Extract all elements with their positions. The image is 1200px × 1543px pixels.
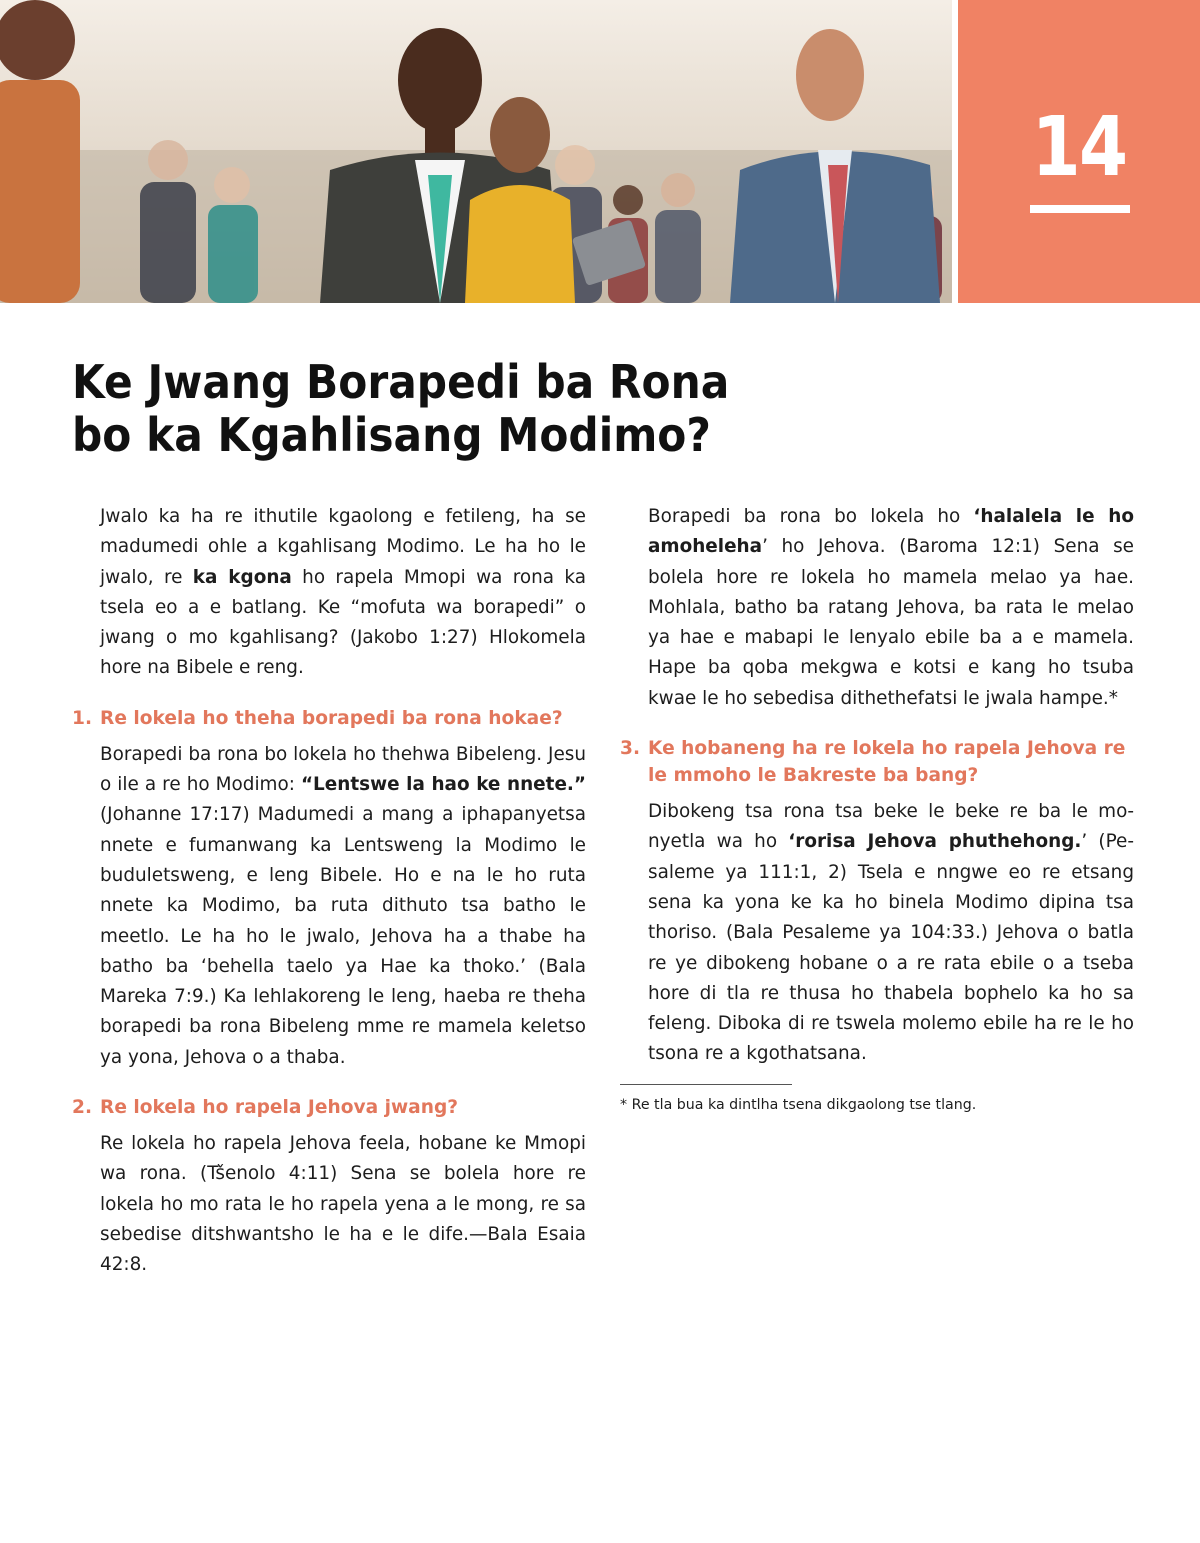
section-3-bold: ‘rorisa Jehova phuthehong. bbox=[788, 831, 1082, 853]
page-title bbox=[72, 356, 845, 462]
section-2-continued-paragraph bbox=[648, 502, 1134, 714]
title-line-1: Ke Jwang Borapedi ba Rona bbox=[72, 355, 730, 409]
intro-text-2: ho rapela Mmopi wa rona ka tsela eo a e batlang. Ke “mofuta wa borapedi” o jwang o mo kgahlisang? (Jakobo 1:27) Hlokomela hore na Bibele e reng. bbox=[100, 566, 586, 679]
left-column bbox=[72, 502, 586, 1281]
question-heading-1 bbox=[72, 705, 586, 732]
intro-text-1: Jwalo ka ha re ithutile kgaolong e fetileng, ha se madumedi ohle a kgahlisang Modimo. Le ha ho le jwalo, re bbox=[100, 506, 586, 588]
section-3-text-2: ’ (Pesaleme ya 111:1, 2) Tsela e nngwe eo re etsang sena ka yona ke ka ho binela Modimo dipina tsa thoriso. (Bala Pesaleme ya 104:33.) Jehova o batla re ye dibokeng hobane o a re rata ebile o a tseba hore di tla re thusa ho thabela bophelo ka ho sa feleng. Diboka di re tswela molemo ebile ha re le ho tsona re a kgothatsana. bbox=[648, 831, 1134, 1065]
chapter-underline bbox=[1030, 205, 1130, 213]
section-3-paragraph bbox=[648, 797, 1134, 1070]
section-1-bold: “Lentswe la hao ke nnete.” bbox=[300, 774, 586, 796]
section-1-paragraph bbox=[100, 740, 586, 1073]
question-text: Ke hobaneng ha re lokela ho rapela Jehova re le mmoho le Bakreste ba bang? bbox=[648, 738, 1126, 787]
header-photo bbox=[0, 0, 952, 303]
section-3-text-1: Dibokeng tsa rona tsa beke le beke re ba le monyetla wa ho bbox=[648, 801, 1134, 853]
section-1-text-2: (Johanne 17:17) Madumedi a mang a iphapanyetsa nnete e fumanwang ka Lentsweng la Modimo le buduletsweng, e leng Bibele. Ho e na le ho ruta nnete ka Modimo, ba ruta dithuto tsa batho le meetlo. Le ha ho le jwalo, Jehova ha a thabe ha batho ba ‘behella taelo ya Hae ka thoko.’ (Bala Mareka 7:9.) Ka lehlakoreng le leng, haeba re theha borapedi ba rona Bibeleng mme re mamela keletso ya yona, Jehova o a thaba. bbox=[100, 804, 586, 1068]
question-number: 2. bbox=[72, 1097, 93, 1119]
section-1-text-1: Borapedi ba rona bo lokela ho thehwa Bibeleng. Jesu o ile a re ho Modimo: bbox=[100, 743, 586, 796]
intro-paragraph bbox=[100, 502, 586, 684]
footnote-divider bbox=[620, 1084, 792, 1085]
question-number: 1. bbox=[72, 707, 93, 729]
question-heading-2 bbox=[72, 1094, 586, 1121]
section-2b-text-1: Borapedi ba rona bo lokela ho bbox=[648, 506, 974, 527]
chapter-number-box bbox=[958, 0, 1200, 303]
question-text: Re lokela ho rapela Jehova jwang? bbox=[100, 1097, 459, 1119]
footnote: * Re tla bua ka dintlha tsena dikgaolong tse tlang. bbox=[620, 1096, 977, 1113]
section-2b-bold: ‘halalela le ho amoheleha bbox=[648, 506, 1134, 558]
intro-bold: ka kgona bbox=[192, 566, 292, 588]
section-2b-text-2: ’ ho Jehova. (Baroma 12:1) Sena se bolela hore re lokela ho mamela melao ya hae. Mohlala, batho ba ratang Jehova, ba rata le melao ya hae e mabapi le lenyalo ebile ba a e mamela. Hape ba qoba mekgwa e kotsi e kang ho tsuba kwae le ho sebedisa dithethefatsi le jwala hampe.* bbox=[648, 536, 1134, 709]
congregation-singing-image bbox=[0, 0, 952, 303]
question-number: 3. bbox=[620, 738, 641, 760]
right-column bbox=[620, 502, 1134, 1115]
question-text: Re lokela ho theha borapedi ba rona hokae? bbox=[100, 707, 563, 729]
question-heading-3 bbox=[620, 735, 1134, 789]
section-2-paragraph: Re lokela ho rapela Jehova feela, hobane ke Mmopi wa rona. (Tšenolo 4:11) Sena se bolela hore re lokela ho mo rata le ho rapela yena a le mong, re sa sebedise ditshwantsho le ha e le dife.—Bala Esaia 42:8. bbox=[100, 1133, 586, 1276]
title-line-2: bo ka Kgahlisang Modimo? bbox=[72, 408, 711, 462]
chapter-number: 14 bbox=[1031, 100, 1127, 195]
